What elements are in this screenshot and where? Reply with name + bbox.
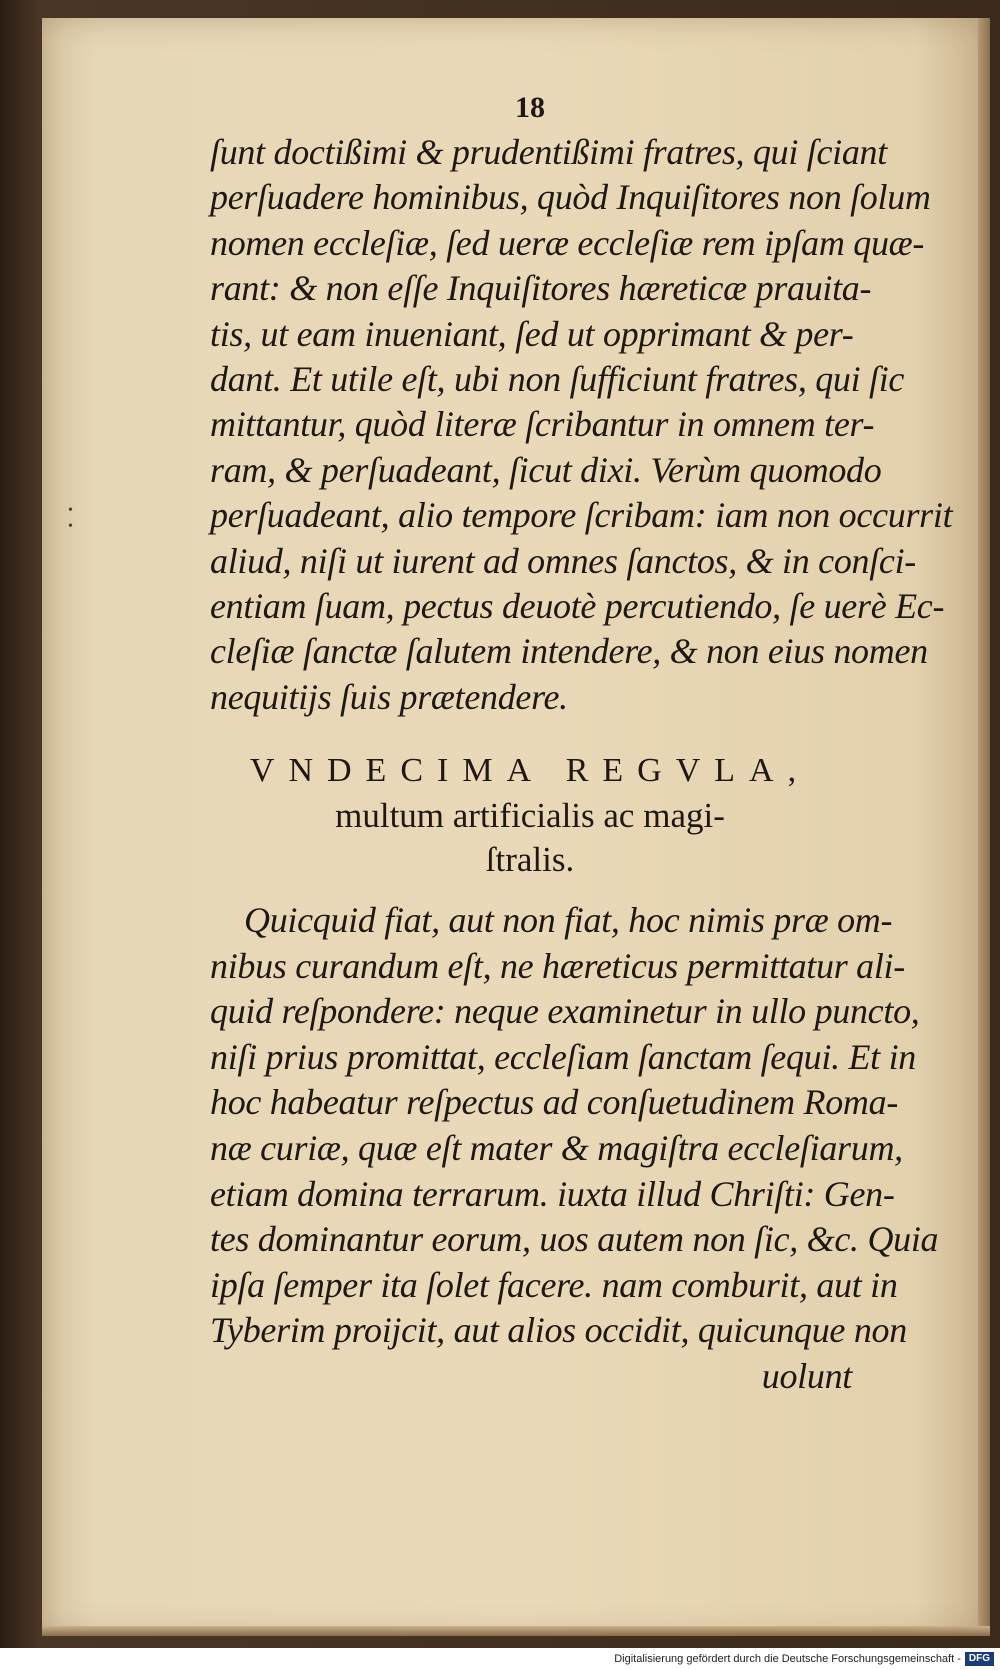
- text-line: entiam ſuam, pectus deuotè percutiendo, ſe uerè Ec-: [210, 585, 945, 626]
- text-line: nibus curandum eſt, ne hæreticus permittatur ali-: [210, 945, 905, 986]
- page-bottom-edge: [42, 1626, 990, 1636]
- text-line: hoc habeatur reſpectus ad conſuetudinem Roma-: [210, 1082, 899, 1123]
- text-line: nomen eccleſiæ, ſed ueræ eccleſiæ rem ipſam quæ-: [210, 222, 925, 263]
- paragraph-1: [210, 130, 953, 720]
- text-line: niſi prius promittat, eccleſiam ſanctam ſequi. Et in: [210, 1036, 916, 1077]
- catchword: uolunt: [761, 1356, 852, 1397]
- heading-subtitle-end: ſtralis.: [485, 840, 575, 880]
- heading-subtitle: multum artificialis ac magi-: [335, 796, 725, 836]
- text-line: dant. Et utile eſt, ubi non ſufficiunt fratres, qui ſic: [210, 358, 905, 399]
- text-line: perſuadeant, alio tempore ſcribam: iam non occurrit: [210, 495, 953, 536]
- text-line: cleſiæ ſanctæ ſalutem intendere, & non eius nomen: [210, 631, 928, 672]
- text-line: ram, & perſuadeant, ſicut dixi. Verùm quomodo: [210, 449, 882, 490]
- page-number: 18: [515, 91, 545, 124]
- text-line: ſunt doctißimi & prudentißimi fratres, qui ſciant: [210, 132, 887, 172]
- text-line: ipſa ſemper ita ſolet facere. nam comburit, aut in: [210, 1264, 898, 1305]
- text-line: quid reſpondere: neque examinetur in ullo puncto,: [210, 991, 920, 1032]
- text-line: etiam domina terrarum. iuxta illud Chriſti: Gen-: [210, 1173, 895, 1214]
- paragraph-2: [210, 898, 939, 1400]
- text-line: næ curiæ, quæ eſt mater & magiſtra eccleſiarum,: [210, 1128, 903, 1169]
- text-line: Quicquid fiat, aut non fiat, hoc nimis præ om-: [244, 900, 893, 941]
- text-line: nequitijs ſuis prætendere.: [210, 676, 568, 717]
- text-line: Tyberim proijcit, aut alios occidit, quicunque non: [210, 1310, 907, 1351]
- footer-credit: Digitalisierung gefördert durch die Deutsche Forschungsgemeinschaft -: [614, 1653, 961, 1666]
- heading-title: VNDECIMA REGVLA,: [249, 752, 811, 790]
- text-line: aliud, niſi ut iurent ad omnes ſanctos, & in conſci-: [210, 540, 917, 581]
- text-line: perſuadere hominibus, quòd Inquiſitores non ſolum: [210, 177, 931, 218]
- text-line: tis, ut eam inueniant, ſed ut opprimant & per-: [210, 313, 854, 354]
- text-line: mittantur, quòd literæ ſcribantur in omnem ter-: [210, 404, 875, 445]
- dfg-logo[interactable]: DFG: [965, 1652, 994, 1666]
- rule-heading: [210, 748, 850, 882]
- page-edge: [978, 18, 990, 1636]
- text-line: rant: & non eſſe Inquiſitores hæreticæ prauita-: [210, 268, 872, 309]
- digitization-footer: [0, 1648, 1000, 1670]
- ink-specks: • •: [68, 503, 81, 534]
- text-block: [210, 88, 953, 1400]
- text-line: tes dominantur eorum, uos autem non ſic, &c. Quia: [210, 1219, 939, 1260]
